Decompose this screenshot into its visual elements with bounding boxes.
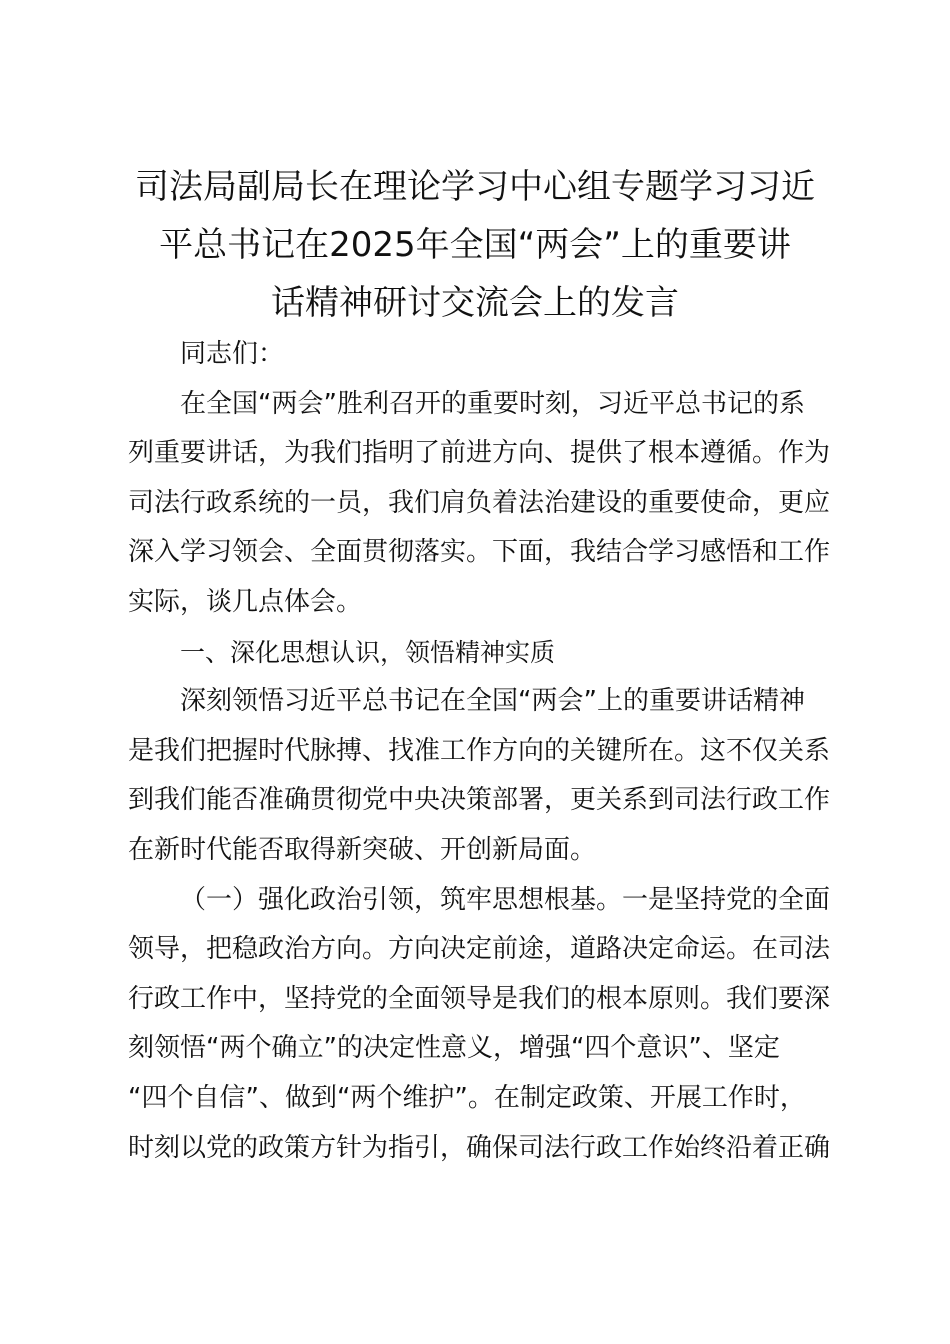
paragraph-line: “四个自信”、做到“两个维护”。在制定政策、开展工作时，: [128, 1082, 806, 1113]
paragraph-line: 刻领悟“两个确立”的决定性意义，增强“四个意识”、坚定: [128, 1033, 780, 1064]
paragraph-line: 行政工作中，坚持党的全面领导是我们的根本原则。我们要深: [128, 983, 831, 1014]
paragraph-line: 时刻以党的政策方针为指引，确保司法行政工作始终沿着正确: [128, 1132, 831, 1163]
salutation: 同志们：: [180, 339, 285, 369]
paragraph-line: 深刻领悟习近平总书记在全国“两会”上的重要讲话精神: [180, 686, 805, 717]
title-line-2: 平总书记在2025年全国“两会”上的重要讲: [159, 225, 791, 265]
paragraph-line: 实际，谈几点体会。: [128, 586, 363, 617]
paragraph-line: 在全国“两会”胜利召开的重要时刻，习近平总书记的系: [180, 388, 805, 419]
document-body: [128, 330, 830, 1173]
paragraph-line: 深入学习领会、全面贯彻落实。下面，我结合学习感悟和工作: [128, 537, 831, 568]
document-title: [120, 158, 830, 332]
paragraph-line: 到我们能否准确贯彻党中央决策部署，更关系到司法行政工作: [128, 785, 831, 816]
paragraph-line: 领导，把稳政治方向。方向决定前途，道路决定命运。在司法: [128, 934, 831, 965]
paragraph-line: 列重要讲话，为我们指明了前进方向、提供了根本遵循。作为: [128, 438, 831, 469]
title-line-3: 话精神研讨交流会上的发言: [271, 283, 679, 323]
title-line-1: 司法局副局长在理论学习中心组专题学习习近: [135, 167, 815, 207]
paragraph-line: 司法行政系统的一员，我们肩负着法治建设的重要使命，更应: [128, 487, 831, 518]
section-heading: 一、深化思想认识，领悟精神实质: [180, 637, 556, 667]
paragraph-line: 在新时代能否取得新突破、开创新局面。: [128, 834, 597, 865]
paragraph-line: 是我们把握时代脉搏、找准工作方向的关键所在。这不仅关系: [128, 735, 831, 766]
paragraph-line: （一）强化政治引领，筑牢思想根基。一是坚持党的全面: [180, 884, 831, 915]
